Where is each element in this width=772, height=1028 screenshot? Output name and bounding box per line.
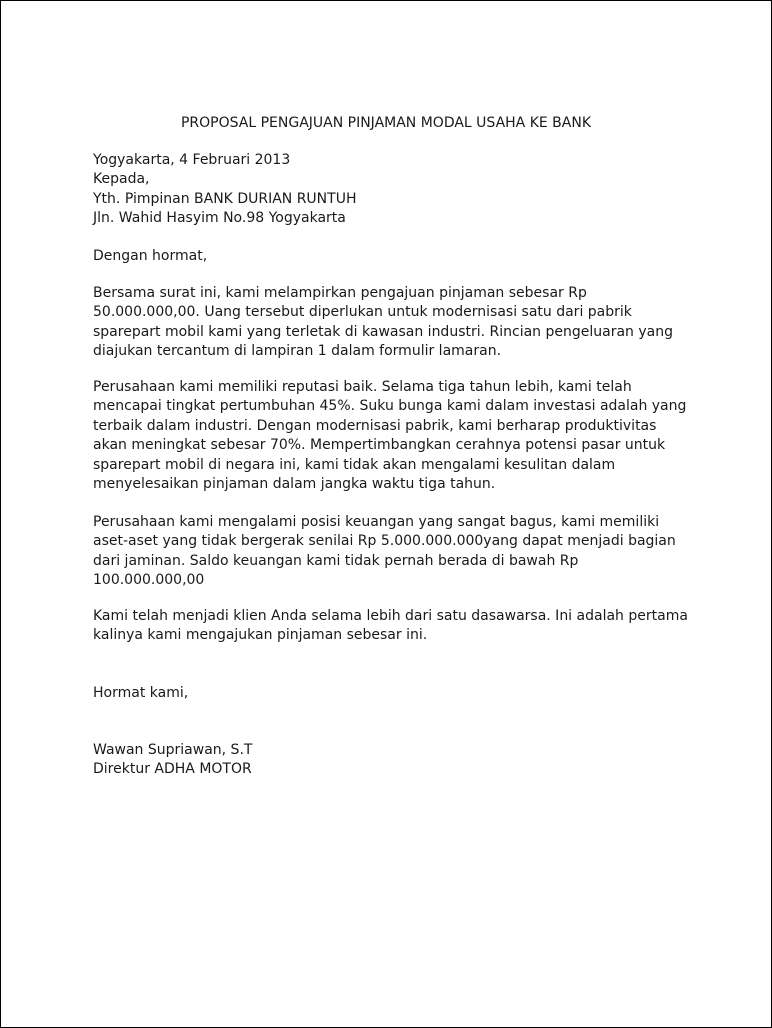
paragraph-line: diajukan tercantum di lampiran 1 dalam formulir lamaran. [93,343,502,360]
paragraph-line: Bersama surat ini, kami melampirkan pengajuan pinjaman sebesar Rp [93,285,587,301]
paragraph-line: aset-aset yang tidak bergerak senilai Rp 5.000.000.000yang dapat menjadi bagian [93,533,676,550]
paragraph-line: 100.000.000,00 [93,572,205,589]
signature-block [93,741,713,780]
greeting-text: Dengan hormat, [93,248,208,264]
signer-name: Wawan Supriawan, S.T [93,742,253,758]
recipient-name: Yth. Pimpinan BANK DURIAN RUNTUH [93,190,357,207]
recipient-salutation: Kepada, [93,171,150,188]
recipient-address: Jln. Wahid Hasyim No.98 Yogyakarta [93,210,346,227]
paragraph-line: sparepart mobil di negara ini, kami tidak akan mengalami kesulitan dalam [93,456,616,473]
paragraph-line: Kami telah menjadi klien Anda selama lebih dari satu dasawarsa. Ini adalah pertama [93,608,688,624]
letter-greeting [93,247,713,266]
paragraph-line: menyelesaikan pinjaman dalam jangka waktu tiga tahun. [93,476,496,493]
paragraph-line: mencapai tingkat pertumbuhan 45%. Suku bunga kami dalam investasi adalah yang [93,398,687,415]
paragraph-line: 50.000.000,00. Uang tersebut diperlukan untuk modernisasi satu dari pabrik [93,304,632,321]
paragraph-line: Perusahaan kami memiliki reputasi baik. Selama tiga tahun lebih, kami telah [93,379,632,395]
paragraph-line: kalinya kami mengajukan pinjaman sebesar ini. [93,627,428,644]
letter-title: PROPOSAL PENGAJUAN PINJAMAN MODAL USAHA KE BANK [180,115,592,131]
letter-header [93,151,713,229]
paragraph-line: akan meningkat sebesar 70%. Mempertimbangkan cerahnya potensi pasar untuk [93,437,666,454]
letter-closing [93,684,713,703]
paragraph-loan-request [93,284,713,362]
paragraph-company-reputation [93,378,713,494]
closing-text: Hormat kami, [93,685,189,701]
signer-position: Direktur ADHA MOTOR [93,761,252,778]
paragraph-financial-position [93,513,713,591]
paragraph-line: sparepart mobil kami yang terletak di kawasan industri. Rincian pengeluaran yang [93,323,674,340]
paragraph-line: Perusahaan kami mengalami posisi keuangan yang sangat bagus, kami memiliki [93,514,660,530]
letter-date: Yogyakarta, 4 Februari 2013 [93,152,291,168]
paragraph-line: dari jaminan. Saldo keuangan kami tidak pernah berada di bawah Rp [93,552,579,569]
paragraph-client-history [93,607,713,646]
paragraph-line: terbaik dalam industri. Dengan modernisasi pabrik, kami berharap produktivitas [93,417,657,434]
